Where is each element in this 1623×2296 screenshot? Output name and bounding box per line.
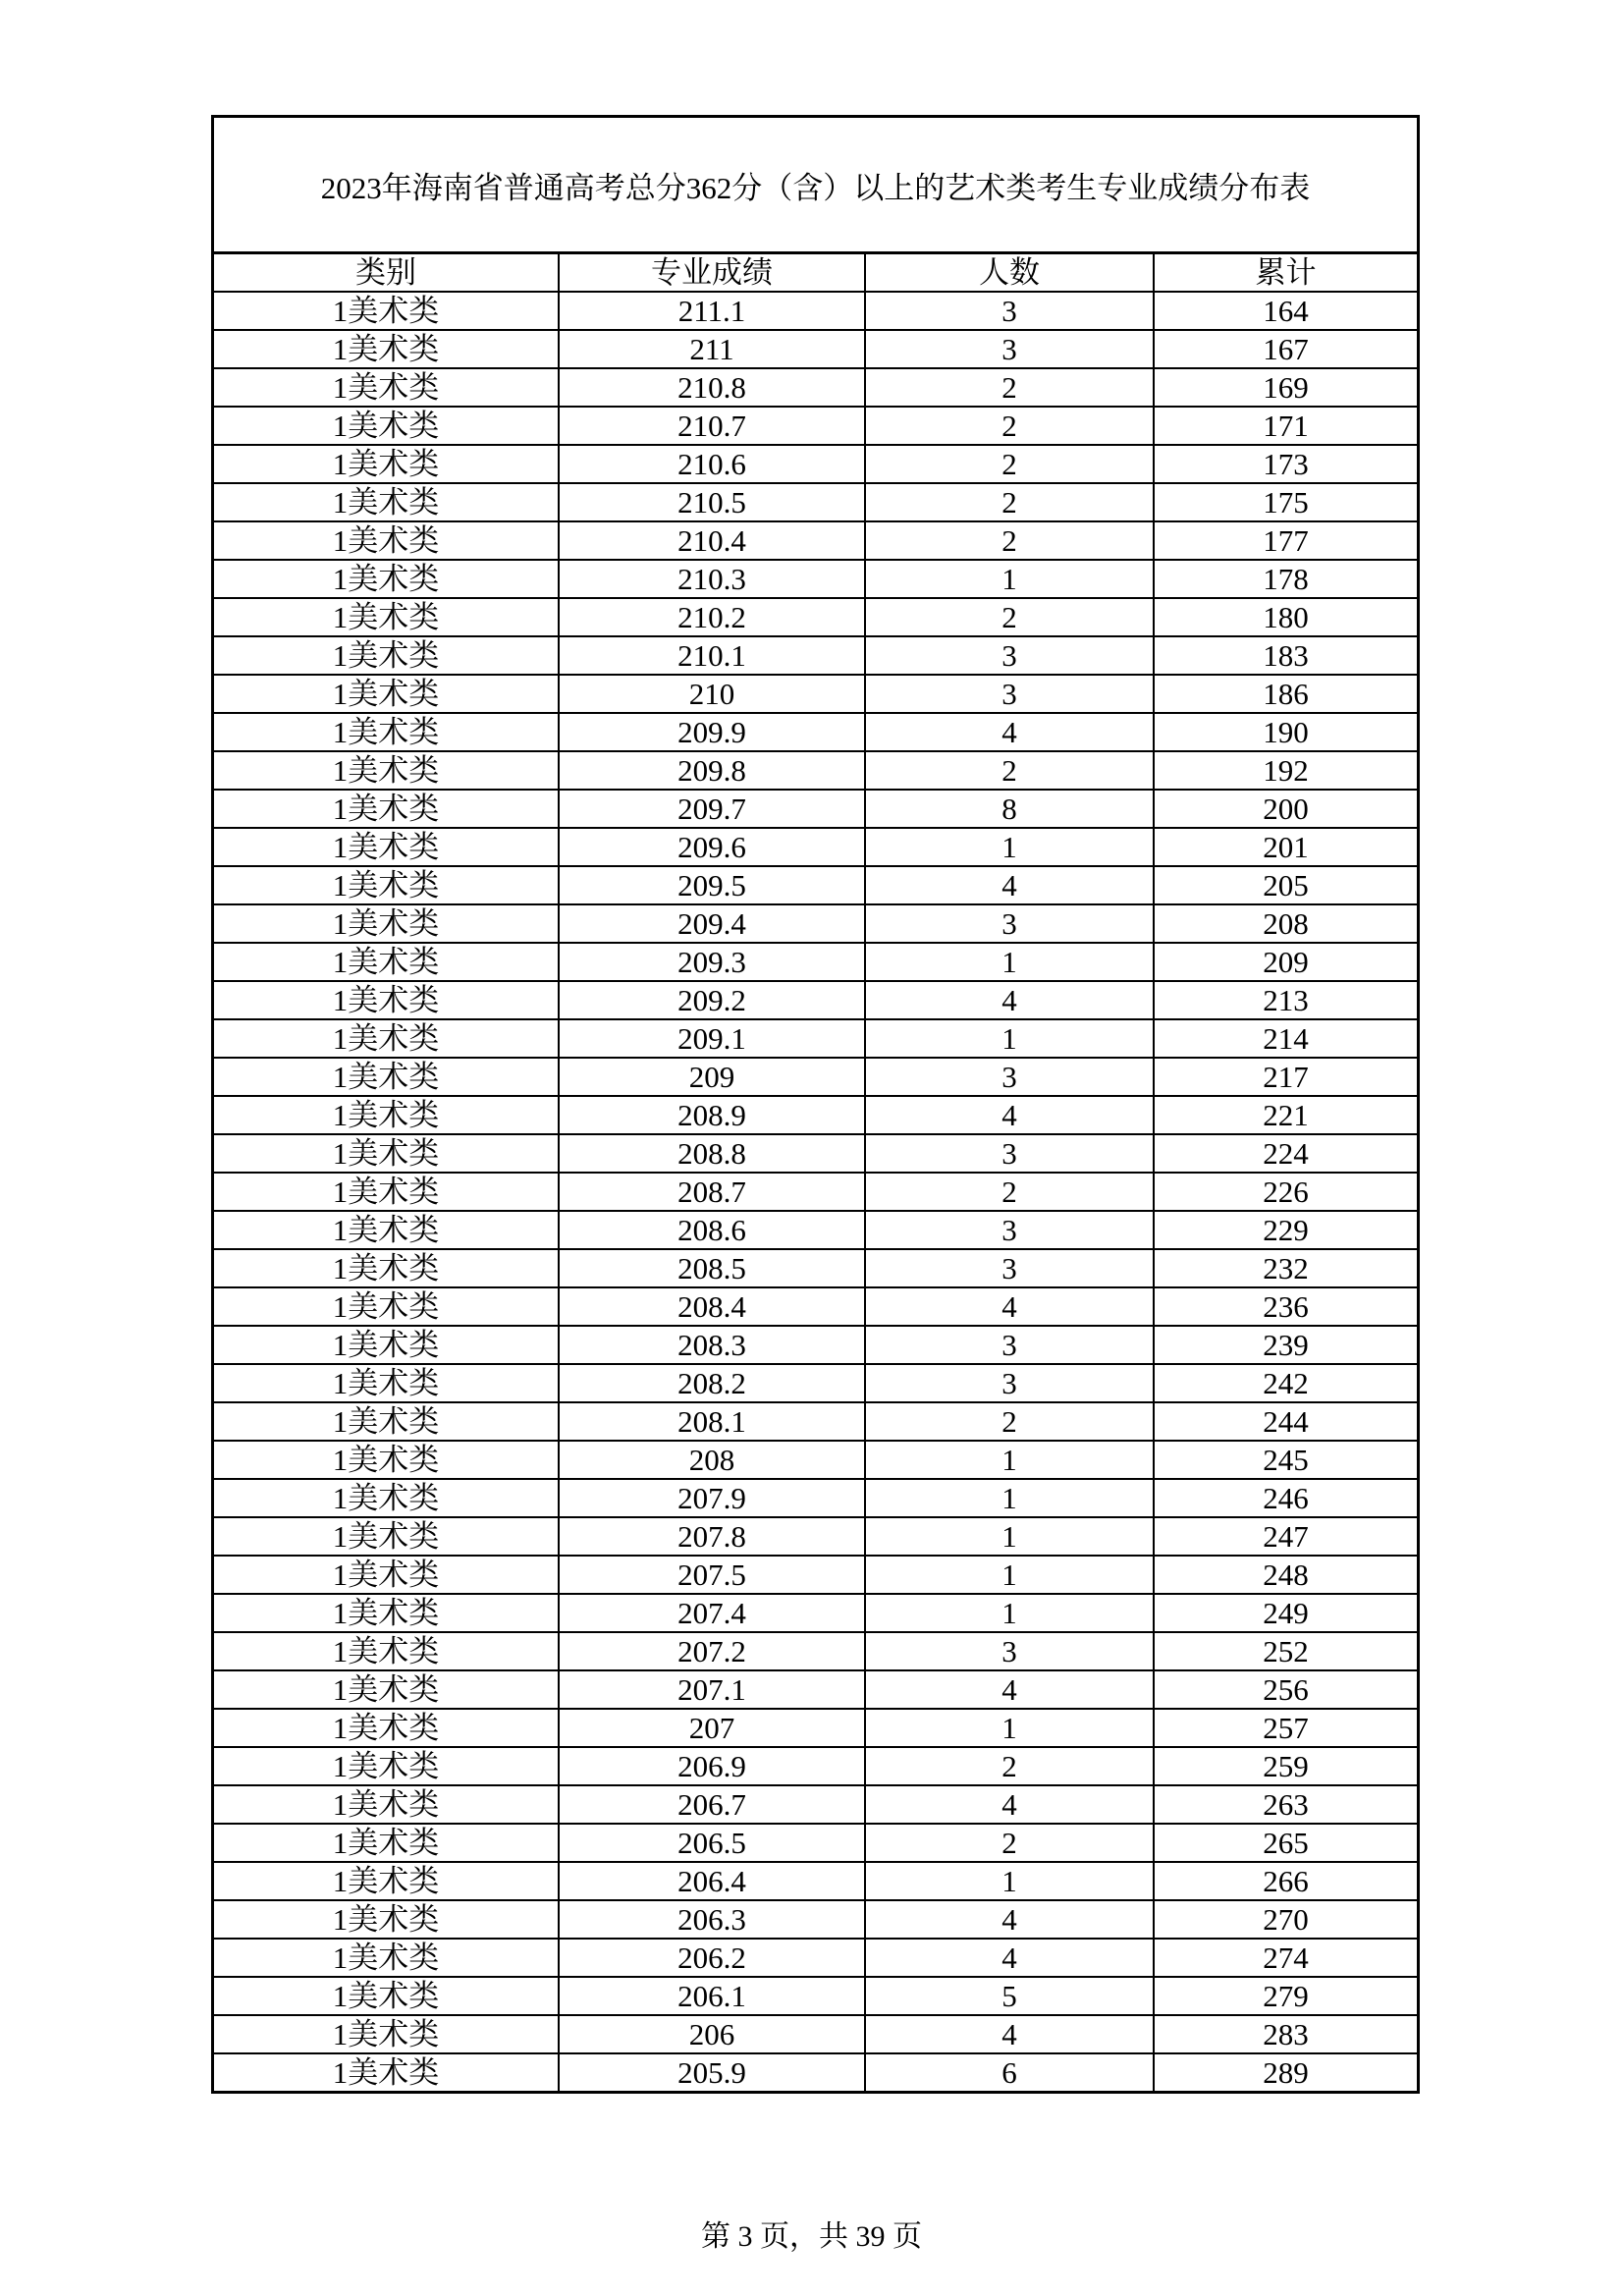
cell-count: 3	[865, 1326, 1154, 1364]
cell-category: 1美术类	[214, 2015, 559, 2053]
cell-count: 3	[865, 1364, 1154, 1402]
table-row	[214, 713, 1417, 751]
cell-category: 1美术类	[214, 1517, 559, 1556]
cell-category: 1美术类	[214, 330, 559, 368]
cell-cumulative: 192	[1154, 751, 1417, 790]
table-body	[214, 292, 1417, 2091]
cell-count: 3	[865, 1632, 1154, 1670]
cell-category: 1美术类	[214, 1977, 559, 2015]
cell-category: 1美术类	[214, 521, 559, 560]
cell-cumulative: 289	[1154, 2053, 1417, 2091]
table-row	[214, 790, 1417, 828]
cell-cumulative: 167	[1154, 330, 1417, 368]
table-row	[214, 1709, 1417, 1747]
table-row	[214, 1747, 1417, 1785]
cell-score: 208.7	[559, 1173, 865, 1211]
cell-cumulative: 201	[1154, 828, 1417, 866]
cell-score: 206	[559, 2015, 865, 2053]
cell-score: 210.5	[559, 483, 865, 521]
cell-count: 2	[865, 1824, 1154, 1862]
cell-cumulative: 274	[1154, 1939, 1417, 1977]
table-row	[214, 1594, 1417, 1632]
cell-cumulative: 263	[1154, 1785, 1417, 1824]
cell-count: 4	[865, 1287, 1154, 1326]
cell-category: 1美术类	[214, 1709, 559, 1747]
cell-score: 209.4	[559, 904, 865, 943]
cell-cumulative: 175	[1154, 483, 1417, 521]
table-row	[214, 1862, 1417, 1900]
cell-count: 5	[865, 1977, 1154, 2015]
cell-count: 1	[865, 560, 1154, 598]
cell-category: 1美术类	[214, 943, 559, 981]
table-row	[214, 1785, 1417, 1824]
cell-cumulative: 164	[1154, 292, 1417, 330]
header-count: 人数	[865, 254, 1154, 292]
table-row	[214, 1326, 1417, 1364]
cell-count: 1	[865, 1594, 1154, 1632]
cell-cumulative: 177	[1154, 521, 1417, 560]
cell-score: 210.1	[559, 636, 865, 675]
cell-cumulative: 246	[1154, 1479, 1417, 1517]
table-row	[214, 521, 1417, 560]
cell-score: 207.2	[559, 1632, 865, 1670]
cell-score: 206.9	[559, 1747, 865, 1785]
table-row	[214, 1287, 1417, 1326]
cell-cumulative: 242	[1154, 1364, 1417, 1402]
cell-score: 209.3	[559, 943, 865, 981]
cell-count: 1	[865, 1556, 1154, 1594]
cell-score: 207.8	[559, 1517, 865, 1556]
table-row	[214, 636, 1417, 675]
table-row	[214, 675, 1417, 713]
cell-count: 3	[865, 292, 1154, 330]
cell-category: 1美术类	[214, 1747, 559, 1785]
cell-score: 207.1	[559, 1670, 865, 1709]
table-row	[214, 368, 1417, 407]
table-row	[214, 1632, 1417, 1670]
cell-score: 208.6	[559, 1211, 865, 1249]
cell-score: 206.2	[559, 1939, 865, 1977]
cell-cumulative: 173	[1154, 445, 1417, 483]
cell-category: 1美术类	[214, 483, 559, 521]
cell-score: 208.5	[559, 1249, 865, 1287]
cell-cumulative: 169	[1154, 368, 1417, 407]
table-row	[214, 330, 1417, 368]
cell-category: 1美术类	[214, 1364, 559, 1402]
cell-cumulative: 244	[1154, 1402, 1417, 1441]
cell-count: 4	[865, 2015, 1154, 2053]
cell-category: 1美术类	[214, 292, 559, 330]
cell-score: 210.7	[559, 407, 865, 445]
score-table	[214, 254, 1417, 2091]
cell-cumulative: 266	[1154, 1862, 1417, 1900]
cell-cumulative: 249	[1154, 1594, 1417, 1632]
table-row	[214, 1900, 1417, 1939]
cell-score: 210.4	[559, 521, 865, 560]
cell-cumulative: 232	[1154, 1249, 1417, 1287]
cell-score: 209.8	[559, 751, 865, 790]
cell-cumulative: 214	[1154, 1019, 1417, 1058]
cell-cumulative: 257	[1154, 1709, 1417, 1747]
table-row	[214, 445, 1417, 483]
table-row	[214, 1249, 1417, 1287]
cell-cumulative: 224	[1154, 1134, 1417, 1173]
table-row	[214, 598, 1417, 636]
cell-category: 1美术类	[214, 598, 559, 636]
cell-score: 208.2	[559, 1364, 865, 1402]
cell-category: 1美术类	[214, 1402, 559, 1441]
cell-category: 1美术类	[214, 407, 559, 445]
table-row	[214, 1977, 1417, 2015]
cell-category: 1美术类	[214, 1173, 559, 1211]
cell-score: 209.2	[559, 981, 865, 1019]
cell-count: 1	[865, 828, 1154, 866]
cell-score: 209.9	[559, 713, 865, 751]
cell-category: 1美术类	[214, 675, 559, 713]
cell-category: 1美术类	[214, 445, 559, 483]
cell-score: 210.3	[559, 560, 865, 598]
table-row	[214, 1556, 1417, 1594]
cell-score: 206.1	[559, 1977, 865, 2015]
cell-count: 4	[865, 1785, 1154, 1824]
score-distribution-table-container	[211, 115, 1420, 2094]
cell-cumulative: 171	[1154, 407, 1417, 445]
cell-count: 2	[865, 1402, 1154, 1441]
table-row	[214, 407, 1417, 445]
cell-score: 210	[559, 675, 865, 713]
cell-count: 1	[865, 1441, 1154, 1479]
cell-category: 1美术类	[214, 828, 559, 866]
cell-score: 207.5	[559, 1556, 865, 1594]
cell-score: 208.8	[559, 1134, 865, 1173]
cell-score: 208.9	[559, 1096, 865, 1134]
cell-score: 207.4	[559, 1594, 865, 1632]
cell-score: 210.2	[559, 598, 865, 636]
cell-score: 209.6	[559, 828, 865, 866]
cell-score: 209.7	[559, 790, 865, 828]
cell-score: 211	[559, 330, 865, 368]
cell-cumulative: 270	[1154, 1900, 1417, 1939]
table-title: 2023年海南省普通高考总分362分（含）以上的艺术类考生专业成绩分布表	[214, 118, 1417, 254]
cell-cumulative: 239	[1154, 1326, 1417, 1364]
table-row	[214, 1364, 1417, 1402]
cell-cumulative: 200	[1154, 790, 1417, 828]
cell-category: 1美术类	[214, 1019, 559, 1058]
cell-cumulative: 245	[1154, 1441, 1417, 1479]
cell-count: 2	[865, 751, 1154, 790]
cell-category: 1美术类	[214, 1287, 559, 1326]
cell-count: 1	[865, 1709, 1154, 1747]
table-row	[214, 1479, 1417, 1517]
cell-category: 1美术类	[214, 1939, 559, 1977]
cell-score: 207	[559, 1709, 865, 1747]
cell-cumulative: 283	[1154, 2015, 1417, 2053]
cell-count: 3	[865, 675, 1154, 713]
table-row	[214, 2053, 1417, 2091]
table-row	[214, 904, 1417, 943]
cell-count: 3	[865, 1211, 1154, 1249]
cell-count: 2	[865, 407, 1154, 445]
cell-count: 4	[865, 866, 1154, 904]
cell-score: 206.7	[559, 1785, 865, 1824]
cell-category: 1美术类	[214, 1096, 559, 1134]
table-row	[214, 1441, 1417, 1479]
cell-count: 3	[865, 1134, 1154, 1173]
cell-category: 1美术类	[214, 1632, 559, 1670]
cell-count: 1	[865, 1019, 1154, 1058]
cell-cumulative: 229	[1154, 1211, 1417, 1249]
cell-count: 1	[865, 1862, 1154, 1900]
cell-count: 6	[865, 2053, 1154, 2091]
cell-category: 1美术类	[214, 1249, 559, 1287]
cell-category: 1美术类	[214, 1441, 559, 1479]
cell-cumulative: 236	[1154, 1287, 1417, 1326]
header-cumulative: 累计	[1154, 254, 1417, 292]
table-row	[214, 1402, 1417, 1441]
cell-category: 1美术类	[214, 1211, 559, 1249]
cell-cumulative: 279	[1154, 1977, 1417, 2015]
cell-score: 209	[559, 1058, 865, 1096]
cell-count: 4	[865, 981, 1154, 1019]
cell-count: 1	[865, 943, 1154, 981]
cell-score: 210.6	[559, 445, 865, 483]
table-row	[214, 1939, 1417, 1977]
cell-score: 208.4	[559, 1287, 865, 1326]
cell-cumulative: 180	[1154, 598, 1417, 636]
cell-category: 1美术类	[214, 1479, 559, 1517]
cell-count: 2	[865, 521, 1154, 560]
cell-category: 1美术类	[214, 751, 559, 790]
cell-score: 208.1	[559, 1402, 865, 1441]
cell-cumulative: 247	[1154, 1517, 1417, 1556]
header-category: 类别	[214, 254, 559, 292]
cell-count: 1	[865, 1517, 1154, 1556]
cell-category: 1美术类	[214, 1785, 559, 1824]
cell-category: 1美术类	[214, 1862, 559, 1900]
cell-cumulative: 205	[1154, 866, 1417, 904]
cell-count: 4	[865, 1096, 1154, 1134]
table-row	[214, 866, 1417, 904]
cell-count: 2	[865, 1747, 1154, 1785]
cell-count: 3	[865, 1058, 1154, 1096]
table-row	[214, 751, 1417, 790]
header-score: 专业成绩	[559, 254, 865, 292]
table-row	[214, 292, 1417, 330]
table-row	[214, 1058, 1417, 1096]
cell-cumulative: 217	[1154, 1058, 1417, 1096]
table-row	[214, 2015, 1417, 2053]
cell-cumulative: 221	[1154, 1096, 1417, 1134]
cell-category: 1美术类	[214, 1824, 559, 1862]
cell-cumulative: 256	[1154, 1670, 1417, 1709]
cell-category: 1美术类	[214, 866, 559, 904]
cell-category: 1美术类	[214, 2053, 559, 2091]
cell-category: 1美术类	[214, 1900, 559, 1939]
table-row	[214, 1670, 1417, 1709]
cell-score: 209.5	[559, 866, 865, 904]
table-row	[214, 1173, 1417, 1211]
cell-score: 207.9	[559, 1479, 865, 1517]
table-row	[214, 1517, 1417, 1556]
cell-score: 206.4	[559, 1862, 865, 1900]
cell-category: 1美术类	[214, 1556, 559, 1594]
cell-count: 8	[865, 790, 1154, 828]
cell-cumulative: 265	[1154, 1824, 1417, 1862]
cell-cumulative: 178	[1154, 560, 1417, 598]
cell-count: 3	[865, 636, 1154, 675]
cell-category: 1美术类	[214, 1594, 559, 1632]
cell-count: 2	[865, 1173, 1154, 1211]
cell-count: 4	[865, 713, 1154, 751]
cell-count: 3	[865, 1249, 1154, 1287]
cell-score: 208	[559, 1441, 865, 1479]
cell-cumulative: 226	[1154, 1173, 1417, 1211]
cell-count: 1	[865, 1479, 1154, 1517]
cell-cumulative: 186	[1154, 675, 1417, 713]
cell-cumulative: 208	[1154, 904, 1417, 943]
cell-category: 1美术类	[214, 904, 559, 943]
cell-count: 2	[865, 368, 1154, 407]
cell-count: 4	[865, 1939, 1154, 1977]
table-row	[214, 1096, 1417, 1134]
cell-cumulative: 183	[1154, 636, 1417, 675]
cell-cumulative: 209	[1154, 943, 1417, 981]
table-row	[214, 981, 1417, 1019]
cell-category: 1美术类	[214, 1058, 559, 1096]
cell-cumulative: 248	[1154, 1556, 1417, 1594]
cell-cumulative: 190	[1154, 713, 1417, 751]
cell-category: 1美术类	[214, 1134, 559, 1173]
cell-category: 1美术类	[214, 981, 559, 1019]
table-row	[214, 1019, 1417, 1058]
cell-score: 211.1	[559, 292, 865, 330]
page-footer: 第 3 页，共 39 页	[701, 2220, 922, 2253]
cell-count: 2	[865, 598, 1154, 636]
cell-score: 206.3	[559, 1900, 865, 1939]
table-row	[214, 943, 1417, 981]
cell-count: 2	[865, 445, 1154, 483]
cell-category: 1美术类	[214, 713, 559, 751]
cell-category: 1美术类	[214, 790, 559, 828]
cell-category: 1美术类	[214, 560, 559, 598]
cell-cumulative: 213	[1154, 981, 1417, 1019]
cell-score: 205.9	[559, 2053, 865, 2091]
cell-category: 1美术类	[214, 636, 559, 675]
table-row	[214, 560, 1417, 598]
cell-category: 1美术类	[214, 368, 559, 407]
table-row	[214, 1211, 1417, 1249]
cell-score: 210.8	[559, 368, 865, 407]
table-row	[214, 828, 1417, 866]
table-row	[214, 483, 1417, 521]
cell-cumulative: 259	[1154, 1747, 1417, 1785]
header-row	[214, 254, 1417, 292]
cell-count: 3	[865, 330, 1154, 368]
cell-count: 2	[865, 483, 1154, 521]
cell-category: 1美术类	[214, 1670, 559, 1709]
cell-category: 1美术类	[214, 1326, 559, 1364]
table-row	[214, 1824, 1417, 1862]
cell-count: 4	[865, 1670, 1154, 1709]
cell-score: 209.1	[559, 1019, 865, 1058]
cell-count: 3	[865, 904, 1154, 943]
cell-count: 4	[865, 1900, 1154, 1939]
table-row	[214, 1134, 1417, 1173]
cell-cumulative: 252	[1154, 1632, 1417, 1670]
cell-score: 206.5	[559, 1824, 865, 1862]
cell-score: 208.3	[559, 1326, 865, 1364]
